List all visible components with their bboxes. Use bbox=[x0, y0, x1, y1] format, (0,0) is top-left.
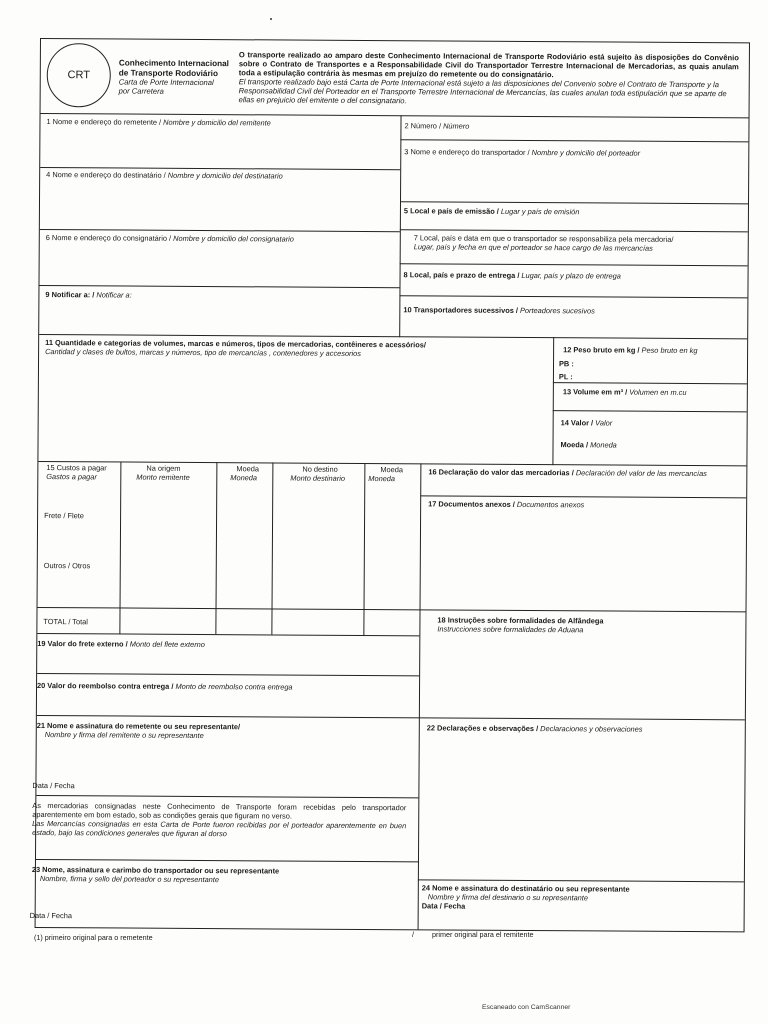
moeda-label: Moeda / Moneda bbox=[560, 440, 617, 450]
field-15-label: 15 Custos a pagar Gastos a pagar bbox=[46, 463, 107, 482]
footer-right: primer original para el remitente bbox=[432, 930, 534, 939]
col-origem: Na origem Monto remitente bbox=[136, 463, 190, 482]
camscanner-watermark: Escaneado con CamScanner bbox=[482, 1004, 571, 1011]
field-20-label: 20 Valor do reembolso contra entrega / Monto de reembolso contra entrega bbox=[37, 680, 293, 692]
field-24-label: 24 Nome e assinatura do destinatário ou seu representante Nombre y firma del destinario o su representante Data / Fecha bbox=[421, 883, 630, 911]
field-1-input[interactable] bbox=[40, 127, 400, 171]
header-intro: O transporte realizado ao amparo deste Conhecimento Internacional de Transporte Rodoviário está sujeito às disposições do Convênio sobre o Contrato de Transportes e a Responsabilidade Civil do Transportador Terrestre Internacional de Mercadorias, as quais anulam toda a estipulação contrária às mesmas em prejuízo do remetente ou do consignatário. El transporte realizado bajo está Carta de Porte Internacional está sujeto a las disposiciones del Convenio sobre el Contrato de Transporte y la Responsabilidad Civil del Porteador en el Transporte Terrestre Internacional de Mercancías, las cuales anulan toda estipulación que se aparte de ellas en prejuicio del emitente o del consignatario. bbox=[238, 50, 739, 106]
field-2-label: 2 Número / Número bbox=[404, 121, 470, 131]
pb-label: PB : bbox=[558, 359, 574, 369]
field-21-label: 21 Nome e assinatura do remetente ou seu representante/ Nombre y firma del remitente o su representante bbox=[36, 720, 241, 741]
field-22-label: 22 Declarações e observações / Declaraciones y observaciones bbox=[426, 723, 643, 734]
field-18-label: 18 Instruções sobre formalidades de Alfândega Instrucciones sobre formalidades de Aduana bbox=[437, 615, 604, 635]
field-4-input[interactable] bbox=[40, 180, 400, 228]
footer-left: (1) primeiro original para o remetente bbox=[34, 933, 153, 942]
field-10-label: 10 Transportadores sucessivos / Porteadores sucesivos bbox=[403, 305, 595, 316]
field-14-label: 14 Valor / Valor bbox=[560, 418, 613, 428]
col-destino: No destino Monto destinario bbox=[290, 464, 345, 483]
footer-separator: / bbox=[412, 930, 414, 939]
received-note: As mercadorias consignadas neste Conhecimento de Transporte foram recebidas pelo transportador aparentemente em bom estado, sob as condições gerais que figuram no verso. Las Mercancías consignadas en esta Carta de Porte fueron recibidas por el porteador aparentemente en buen estado, bajo las condiciones generales que figuran al dorso bbox=[32, 800, 407, 839]
crt-form bbox=[29, 38, 750, 932]
field-6-label: 6 Nome e endereço do consignatário / Nombre y domicilio del consignatario bbox=[45, 233, 294, 244]
outros-label: Outros / Otros bbox=[43, 561, 91, 571]
col-moeda-1: Moeda Moneda bbox=[230, 464, 260, 483]
data-fecha-1: Data / Fecha bbox=[32, 780, 75, 791]
pl-label: PL : bbox=[558, 372, 573, 382]
total-label: TOTAL / Total bbox=[43, 617, 88, 627]
crt-circle-logo: CRT bbox=[47, 43, 111, 107]
frete-label: Frete / Flete bbox=[44, 511, 84, 521]
field-19-label: 19 Valor do frete externo / Monto del flete externo bbox=[37, 638, 205, 650]
field-9-label: 9 Notificar a: / Notificar a: bbox=[45, 290, 132, 300]
field-12-label: 12 Peso bruto em kg / Peso bruto en kg bbox=[563, 345, 698, 356]
field-3-label: 3 Nome e endereço do transportador / Nombre y domicilio del porteador bbox=[404, 147, 641, 158]
field-4-label: 4 Nome e endereço do destinatário / Nombre y domicilio del destinatario bbox=[46, 170, 283, 181]
field-13-label: 13 Volume em m³ / Volumen en m.cu bbox=[562, 387, 687, 397]
field-23-label: 23 Nome, assinatura e carimbo do transportador ou seu representante Nombre, firma y sello del porteador o su representante bbox=[31, 864, 280, 885]
header-title: Conhecimento Internacional de Transporte Rodoviário Carta de Porte Internacional por Carretera bbox=[118, 58, 229, 96]
field-7-label: 7 Local, país e data em que o transportador se responsabiliza pela mercadoria/ Lugar, país y fecha en que el porteador se hace cargo de las mercancías bbox=[413, 233, 674, 253]
field-8-label: 8 Local, país e prazo de entrega / Lugar, país y plazo de entrega bbox=[403, 270, 621, 281]
field-6-input[interactable] bbox=[39, 243, 399, 287]
field-11-label: 11 Quantidade e categorias de volumes, marcas e números, tipos de mercadorias, contêineres e acessórios/ Cantidad y clases de bultos, marcas y números, tipo de mercancías , contenedores y accesorios bbox=[45, 338, 426, 358]
field-17-label: 17 Documentos anexos / Documentos anexos bbox=[428, 499, 585, 510]
field-1-label: 1 Nome e endereço do remetente / Nombre y domicilio del remitente bbox=[46, 117, 271, 128]
field-5-label: 5 Local e país de emissão / Lugar y país de emisión bbox=[403, 206, 580, 217]
field-16-label: 16 Declaração do valor das mercadorias / Declaración del valor de las mercancías bbox=[428, 467, 707, 479]
col-moeda-2: Moeda Moneda bbox=[368, 465, 404, 484]
data-fecha-2: Data / Fecha bbox=[29, 910, 72, 921]
